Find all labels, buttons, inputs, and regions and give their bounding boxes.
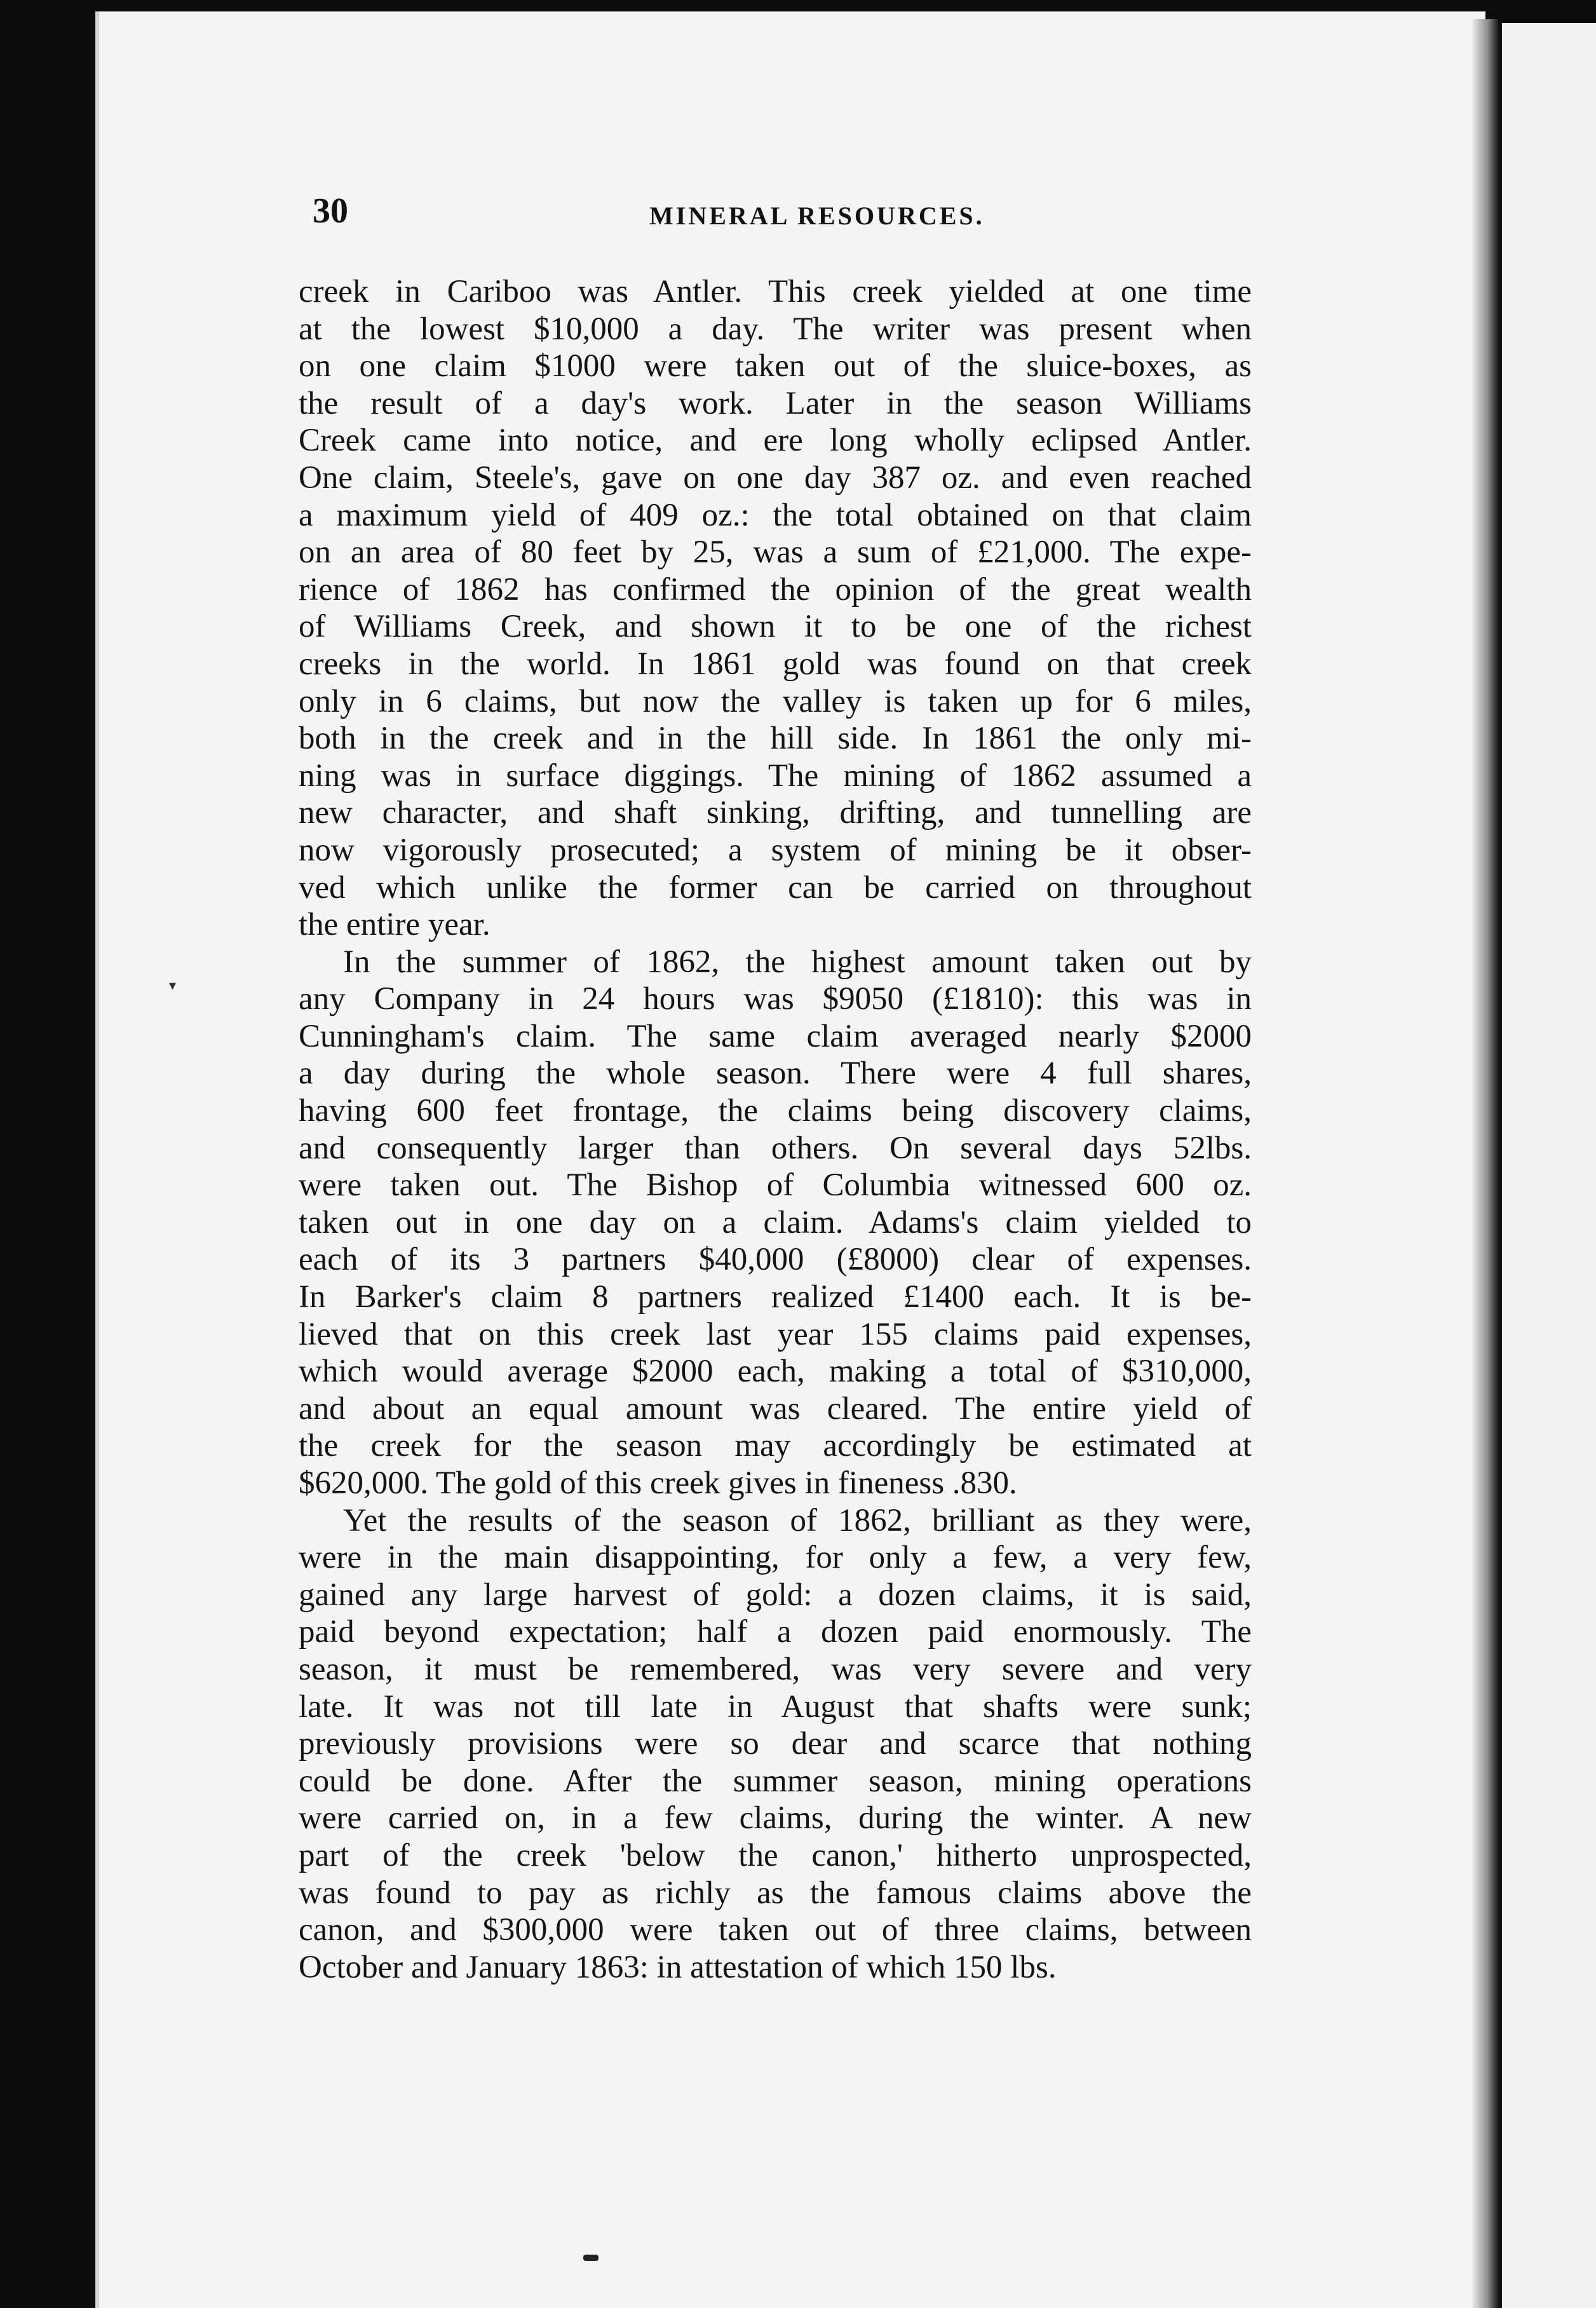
adjacent-page-edge — [1498, 23, 1596, 2308]
text-line: One claim, Steele's, gave on one day 387 oz. and even reached — [299, 459, 1252, 496]
text-line: ning was in surface diggings. The mining of 1862 assumed a — [299, 757, 1252, 794]
text-line: ved which unlike the former can be carried on throughout — [299, 869, 1252, 906]
text-line: could be done. After the summer season, mining operations — [299, 1763, 1252, 1799]
text-line: late. It was not till late in August that shafts were sunk; — [299, 1688, 1252, 1725]
text-line: now vigorously prosecuted; a system of mining be it obser- — [299, 832, 1252, 868]
scan-artifact-mark — [583, 2255, 598, 2261]
page-number: 30 — [313, 191, 348, 231]
text-line: paid beyond expectation; half a dozen paid enormously. The — [299, 1614, 1252, 1650]
text-line: were taken out. The Bishop of Columbia witnessed 600 oz. — [299, 1167, 1252, 1204]
text-line: on one claim $1000 were taken out of the sluice-boxes, as — [299, 348, 1252, 384]
text-line: new character, and shaft sinking, drifting, and tunnelling are — [299, 795, 1252, 831]
page-gutter — [1473, 19, 1498, 2308]
text-line: canon, and $300,000 were taken out of three claims, between — [299, 1912, 1252, 1948]
text-line: rience of 1862 has confirmed the opinion of the great wealth — [299, 571, 1252, 608]
page-header — [313, 191, 1253, 241]
text-line: of Williams Creek, and shown it to be one of the richest — [299, 609, 1252, 645]
text-line: a maximum yield of 409 oz.: the total obtained on that claim — [299, 497, 1252, 533]
text-line: and about an equal amount was cleared. The entire yield of — [299, 1390, 1252, 1427]
running-head: MINERAL RESOURCES. — [649, 201, 985, 230]
text-line: was found to pay as richly as the famous claims above the — [299, 1875, 1252, 1911]
body-text — [299, 273, 1252, 1986]
text-line: previously provisions were so dear and scarce that nothing — [299, 1726, 1252, 1762]
text-line: creek in Cariboo was Antler. This creek yielded at one time — [299, 274, 1252, 309]
text-line: lieved that on this creek last year 155 claims paid expenses, — [299, 1316, 1252, 1352]
paragraph-end-line: the entire year. — [299, 907, 490, 943]
text-line: any Company in 24 hours was $9050 (£1810): this was in — [299, 981, 1252, 1017]
text-line: on an area of 80 feet by 25, was a sum of £21,000. The expe- — [299, 534, 1252, 571]
text-line: creeks in the world. In 1861 gold was found on that creek — [299, 646, 1252, 682]
text-line: October and January 1863: in attestation of which 150 lbs. — [299, 1949, 1057, 1985]
text-line: a day during the whole season. There were 4 full shares, — [299, 1056, 1252, 1092]
text-line: Cunningham's claim. The same claim averaged nearly $2000 — [299, 1018, 1252, 1054]
paragraph-start-line: In the summer of 1862, the highest amount taken out by — [343, 944, 1252, 980]
text-line: gained any large harvest of gold: a dozen claims, it is said, — [299, 1577, 1252, 1613]
text-line: and consequently larger than others. On several days 52lbs. — [299, 1130, 1252, 1166]
text-line: were in the main disappointing, for only a few, a very few, — [299, 1540, 1252, 1576]
text-line: taken out in one day on a claim. Adams's claim yielded to — [299, 1204, 1252, 1240]
text-line: the result of a day's work. Later in the season Williams — [299, 385, 1252, 421]
paragraph-end-line: $620,000. The gold of this creek gives in fineness .830. — [299, 1465, 1017, 1501]
text-line: In Barker's claim 8 partners realized £1400 each. It is be- — [299, 1279, 1252, 1315]
text-line: each of its 3 partners $40,000 (£8000) clear of expenses. — [299, 1242, 1252, 1278]
paragraph-start-line: Yet the results of the season of 1862, brilliant as they were, — [343, 1502, 1252, 1538]
text-line: season, it must be remembered, was very severe and very — [299, 1651, 1252, 1687]
margin-speck: ▾ — [169, 977, 177, 993]
text-line: Creek came into notice, and ere long wholly eclipsed Antler. — [299, 423, 1252, 459]
text-line: which would average $2000 each, making a total of $310,000, — [299, 1354, 1252, 1390]
text-line: both in the creek and in the hill side. In 1861 the only mi- — [299, 721, 1252, 757]
text-line: having 600 feet frontage, the claims being discovery claims, — [299, 1093, 1252, 1129]
text-line: at the lowest $10,000 a day. The writer was present when — [299, 311, 1252, 347]
text-line: were carried on, in a few claims, during the winter. A new — [299, 1800, 1252, 1836]
text-line: the creek for the season may accordingly be estimated at — [299, 1428, 1252, 1464]
text-line: part of the creek 'below the canon,' hitherto unprospected, — [299, 1837, 1252, 1873]
text-line: only in 6 claims, but now the valley is taken up for 6 miles, — [299, 683, 1252, 719]
